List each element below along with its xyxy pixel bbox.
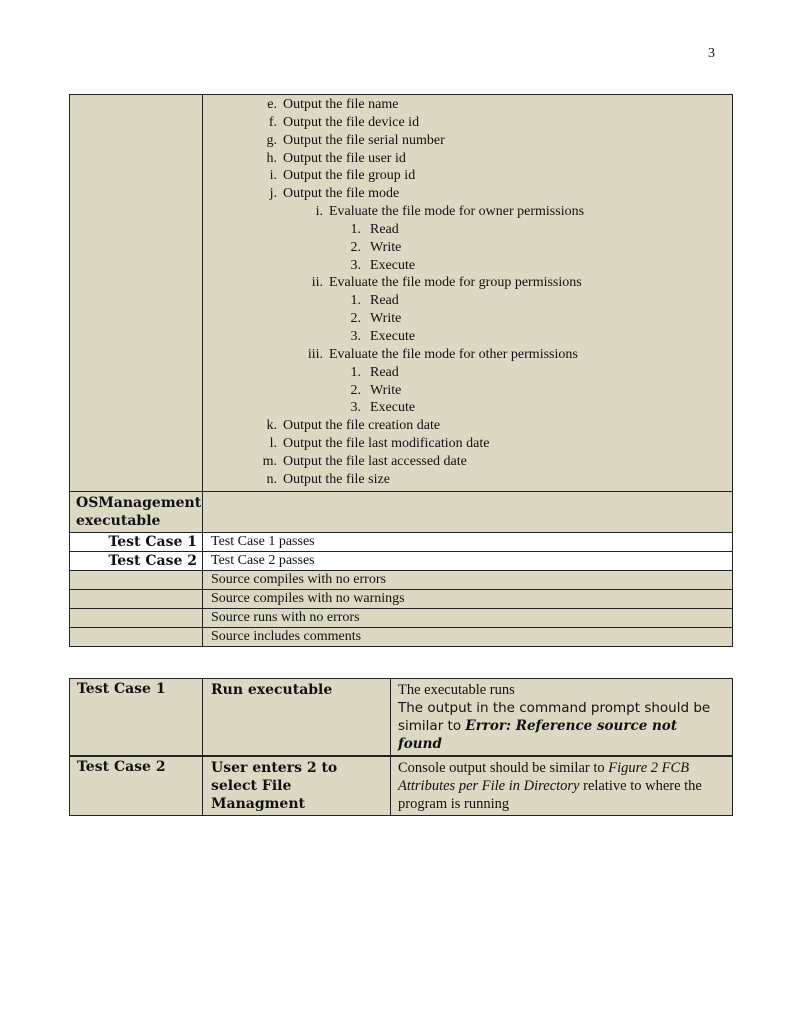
table-row: [69, 551, 733, 570]
outline-text: Output the file mode: [283, 186, 400, 202]
outline-marker: h.: [266, 150, 277, 166]
row-label: [70, 590, 203, 608]
outline-item: [203, 310, 732, 328]
executable-row: [69, 491, 733, 532]
outline-text: Output the file creation date: [283, 418, 441, 434]
outline-marker: 1.: [350, 221, 361, 237]
table-row: [69, 627, 733, 647]
outline-marker: 1.: [350, 293, 361, 309]
outline-list: [203, 95, 732, 491]
outline-marker: 1.: [350, 364, 361, 380]
outline-item: [203, 203, 732, 221]
outline-item: [203, 364, 732, 382]
outline-marker: 3.: [350, 328, 361, 344]
outline-text: Read: [370, 293, 399, 309]
error-reference: Error: Reference source not found: [398, 718, 678, 752]
outline-row: [69, 94, 733, 491]
test-case-1-action: Run executable: [203, 679, 391, 755]
outline-marker: l.: [269, 436, 277, 452]
table-row: [69, 589, 733, 608]
test-case-1-row: [70, 679, 732, 755]
outline-marker: e.: [267, 97, 277, 112]
outline-text: Output the file size: [283, 471, 390, 487]
outline-marker: 2.: [350, 311, 361, 327]
outline-item: [203, 399, 732, 417]
outline-item: [203, 239, 732, 257]
test-case-2-row: [70, 755, 732, 815]
figure-reference: Figure 2 FCB Attributes per File in Directory: [398, 760, 690, 794]
outline-text: Output the file device id: [283, 114, 420, 130]
outline-marker: m.: [262, 453, 277, 469]
outline-item: [203, 274, 732, 292]
outline-text: Output the file user id: [283, 150, 406, 166]
outline-item: [203, 221, 732, 239]
outline-item: [203, 96, 732, 114]
outline-item: [203, 114, 732, 132]
outline-item: [203, 292, 732, 310]
outline-item: [203, 257, 732, 275]
grading-table: [69, 94, 733, 647]
table-row: [69, 608, 733, 627]
outline-text: Evaluate the file mode for other permissions: [329, 346, 578, 362]
outline-text: Output the file serial number: [283, 132, 445, 148]
outline-text: Evaluate the file mode for group permissions: [329, 275, 582, 291]
page-number: 3: [708, 46, 715, 61]
outline-item: [203, 346, 732, 364]
outline-text: Execute: [370, 328, 416, 344]
outline-item: [203, 382, 732, 400]
row-label: Test Case 1: [70, 533, 203, 551]
outline-marker: j.: [269, 186, 277, 202]
outline-marker: i.: [315, 204, 323, 220]
outline-text: Output the file last accessed date: [283, 453, 467, 469]
outline-marker: 3.: [350, 257, 361, 273]
row-label: [70, 609, 203, 627]
row-label: [70, 628, 203, 646]
test-case-2-name: Test Case 2: [70, 757, 203, 815]
outline-text: Output the file group id: [283, 168, 416, 184]
outline-text: Write: [370, 311, 402, 327]
outline-item: [203, 185, 732, 203]
outline-text: Output the file name: [283, 97, 399, 112]
row-label: Test Case 2: [70, 552, 203, 570]
outline-text: Write: [370, 239, 402, 255]
outline-marker: f.: [268, 114, 277, 130]
outline-text: Write: [370, 382, 402, 398]
outline-text: Execute: [370, 257, 416, 273]
outline-marker: k.: [266, 418, 277, 434]
row-text: Source runs with no errors: [211, 609, 360, 625]
test-case-1-name: Test Case 1: [70, 679, 203, 755]
outline-item: [203, 417, 732, 435]
outline-marker: n.: [266, 471, 277, 487]
outline-text: Evaluate the file mode for owner permissions: [329, 204, 585, 220]
outline-text: Output the file last modification date: [283, 436, 490, 452]
test-case-2-action: User enters 2 to select File Managment: [203, 757, 391, 815]
outline-item: [203, 150, 732, 168]
outline-marker: i.: [269, 168, 277, 184]
outline-marker: 2.: [350, 239, 361, 255]
outline-item: [203, 132, 732, 150]
row-text: Test Case 2 passes: [211, 552, 315, 568]
outline-marker: 2.: [350, 382, 361, 398]
row-text: Test Case 1 passes: [211, 533, 315, 549]
executable-label: OSManagement executable: [70, 492, 203, 532]
row-label: [70, 571, 203, 589]
test-case-1-expected: The executable runs The output in the command prompt should be similar to Error: Reference source not found: [398, 682, 711, 752]
outline-text: Read: [370, 221, 399, 237]
row-text: Source includes comments: [211, 628, 362, 644]
table-row: [69, 532, 733, 551]
row-text: Source compiles with no warnings: [211, 590, 405, 606]
outline-marker: 3.: [350, 400, 361, 416]
outline-marker: ii.: [311, 275, 323, 291]
row-text: Source compiles with no errors: [211, 571, 386, 587]
outline-item: [203, 328, 732, 346]
test-case-2-expected: Console output should be similar to Figure 2 FCB Attributes per File in Directory relative to where the program is running: [398, 760, 702, 812]
outline-item: [203, 453, 732, 471]
outline-marker: iii.: [307, 346, 323, 362]
outline-item: [203, 167, 732, 185]
table-row: [69, 570, 733, 589]
outline-item: [203, 471, 732, 489]
outline-text: Execute: [370, 400, 416, 416]
outline-item: [203, 435, 732, 453]
outline-marker: g.: [266, 132, 277, 148]
outline-text: Read: [370, 364, 399, 380]
test-case-table: [69, 678, 733, 816]
